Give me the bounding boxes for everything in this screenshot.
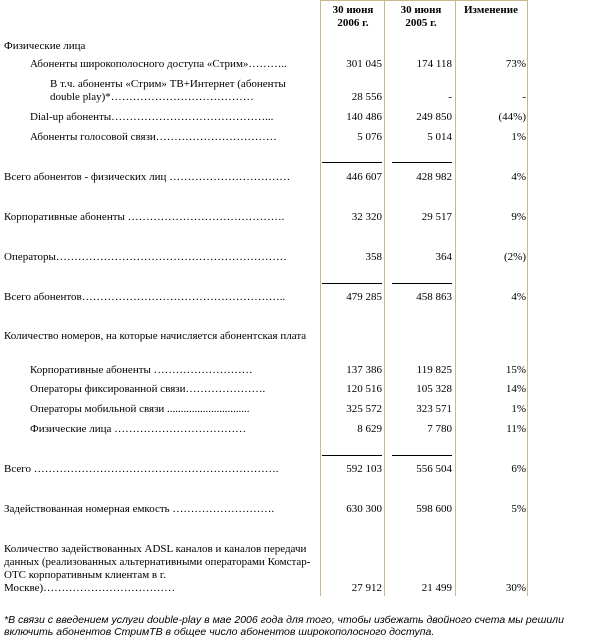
row-number-capacity-change: 5%	[511, 503, 526, 515]
row-label-individuals: Физические лица	[4, 40, 86, 52]
header-col-2006: 30 июня 2006 г.	[332, 4, 374, 29]
row-label-mobile-operators: Операторы мобильной связи ..............................	[30, 403, 250, 415]
row-voice-change: 1%	[511, 131, 526, 143]
row-label-adsl-channels: Количество задействованных ADSL каналов и каналов передачи данных (реализованных альтернативными операторами Комстар-ОТС корпоративным клиентам в г. Москве)………………………………	[4, 543, 311, 594]
row-mobile-operators-change: 1%	[511, 403, 526, 415]
row-double-play-2005: -	[448, 91, 452, 103]
row-double-play-change: -	[522, 91, 526, 103]
row-number-capacity-2005: 598 600	[416, 503, 452, 515]
subtotal-rule-3b	[392, 455, 452, 456]
row-stream-change: 73%	[505, 58, 526, 70]
col-divider-4	[527, 0, 528, 596]
row-dialup-change: (44%)	[498, 111, 526, 123]
row-label-billed-corporate: Корпоративные абоненты ………………………	[30, 364, 253, 376]
row-operators-2005: 364	[435, 251, 452, 263]
row-label-dialup: Dial-up абоненты……………………………………...	[30, 111, 274, 123]
row-label-stream: Абоненты широкополосного доступа «Стрим»………..	[30, 58, 287, 70]
row-label-number-capacity: Задействованная номерная емкость ……………………….	[4, 503, 275, 515]
row-billed-individuals-2006: 8 629	[357, 423, 382, 435]
row-stream-2005: 174 118	[416, 58, 452, 70]
row-label-corporate: Корпоративные абоненты …………………………………….	[4, 211, 285, 223]
row-total-individuals-2006: 446 607	[346, 171, 382, 183]
row-fixed-operators-change: 14%	[505, 383, 526, 395]
row-label-double-play: В т.ч. абоненты «Стрим» ТВ+Интернет (абоненты double play)*…………………………………	[50, 78, 286, 103]
row-total-numbers-2005: 556 504	[416, 463, 452, 475]
row-dialup-2006: 140 486	[346, 111, 382, 123]
row-total-numbers-2006: 592 103	[346, 463, 382, 475]
row-billed-corporate-change: 15%	[505, 364, 526, 376]
row-operators-change: (2%)	[504, 251, 526, 263]
row-corporate-2005: 29 517	[421, 211, 452, 223]
row-double-play-2006: 28 556	[351, 91, 382, 103]
row-total-subscribers-2005: 458 863	[416, 291, 452, 303]
row-voice-2005: 5 014	[427, 131, 452, 143]
row-dialup-2005: 249 850	[416, 111, 452, 123]
row-fixed-operators-2005: 105 328	[416, 383, 452, 395]
row-billed-corporate-2006: 137 386	[346, 364, 382, 376]
row-stream-2006: 301 045	[346, 58, 382, 70]
subtotal-rule-3a	[322, 455, 382, 456]
subtotal-rule-1b	[392, 162, 452, 163]
row-billed-corporate-2005: 119 825	[416, 364, 452, 376]
row-total-subscribers-change: 4%	[511, 291, 526, 303]
subtotal-rule-2b	[392, 283, 452, 284]
row-label-billed-numbers: Количество номеров, на которые начисляется абонентская плата	[4, 330, 307, 342]
row-label-operators: Операторы………………………………………………………	[4, 251, 287, 263]
row-total-individuals-2005: 428 982	[416, 171, 452, 183]
row-corporate-2006: 32 320	[351, 211, 382, 223]
row-corporate-change: 9%	[511, 211, 526, 223]
row-operators-2006: 358	[365, 251, 382, 263]
row-label-billed-individuals: Физические лица ………………………………	[30, 423, 247, 435]
row-billed-individuals-change: 11%	[506, 423, 526, 435]
col-divider-3	[455, 0, 456, 596]
row-label-total-individuals: Всего абонентов - физических лиц ……………………………	[4, 171, 291, 183]
row-adsl-channels-change: 30%	[505, 582, 526, 594]
subtotal-rule-1a	[322, 162, 382, 163]
subtotal-rule-2a	[322, 283, 382, 284]
header-col-2005: 30 июня 2005 г.	[400, 4, 442, 29]
row-label-total-numbers: Всего ………………………………………………………….	[4, 463, 279, 475]
row-total-individuals-change: 4%	[511, 171, 526, 183]
row-mobile-operators-2005: 323 571	[416, 403, 452, 415]
row-label-fixed-operators: Операторы фиксированной связи………………….	[30, 383, 266, 395]
row-adsl-channels-2005: 21 499	[421, 582, 452, 594]
row-voice-2006: 5 076	[357, 131, 382, 143]
row-adsl-channels-2006: 27 912	[351, 582, 382, 594]
row-number-capacity-2006: 630 300	[346, 503, 382, 515]
row-fixed-operators-2006: 120 516	[346, 383, 382, 395]
row-label-voice: Абоненты голосовой связи……………………………	[30, 131, 277, 143]
row-mobile-operators-2006: 325 572	[346, 403, 382, 415]
row-total-subscribers-2006: 479 285	[346, 291, 382, 303]
col-divider-2	[384, 0, 385, 596]
row-billed-individuals-2005: 7 780	[427, 423, 452, 435]
header-col-change: Изменение	[464, 4, 518, 16]
row-label-total-subscribers: Всего абонентов………………………………………………..	[4, 291, 286, 303]
row-total-numbers-change: 6%	[511, 463, 526, 475]
footnote: *В связи с введением услуги double-play в мае 2006 года для того, чтобы избежать двойного счета мы решили включить абонентов СтримТВ в общее число абонентов широкополосного доступа.	[4, 614, 564, 638]
header-top-rule	[320, 0, 528, 1]
